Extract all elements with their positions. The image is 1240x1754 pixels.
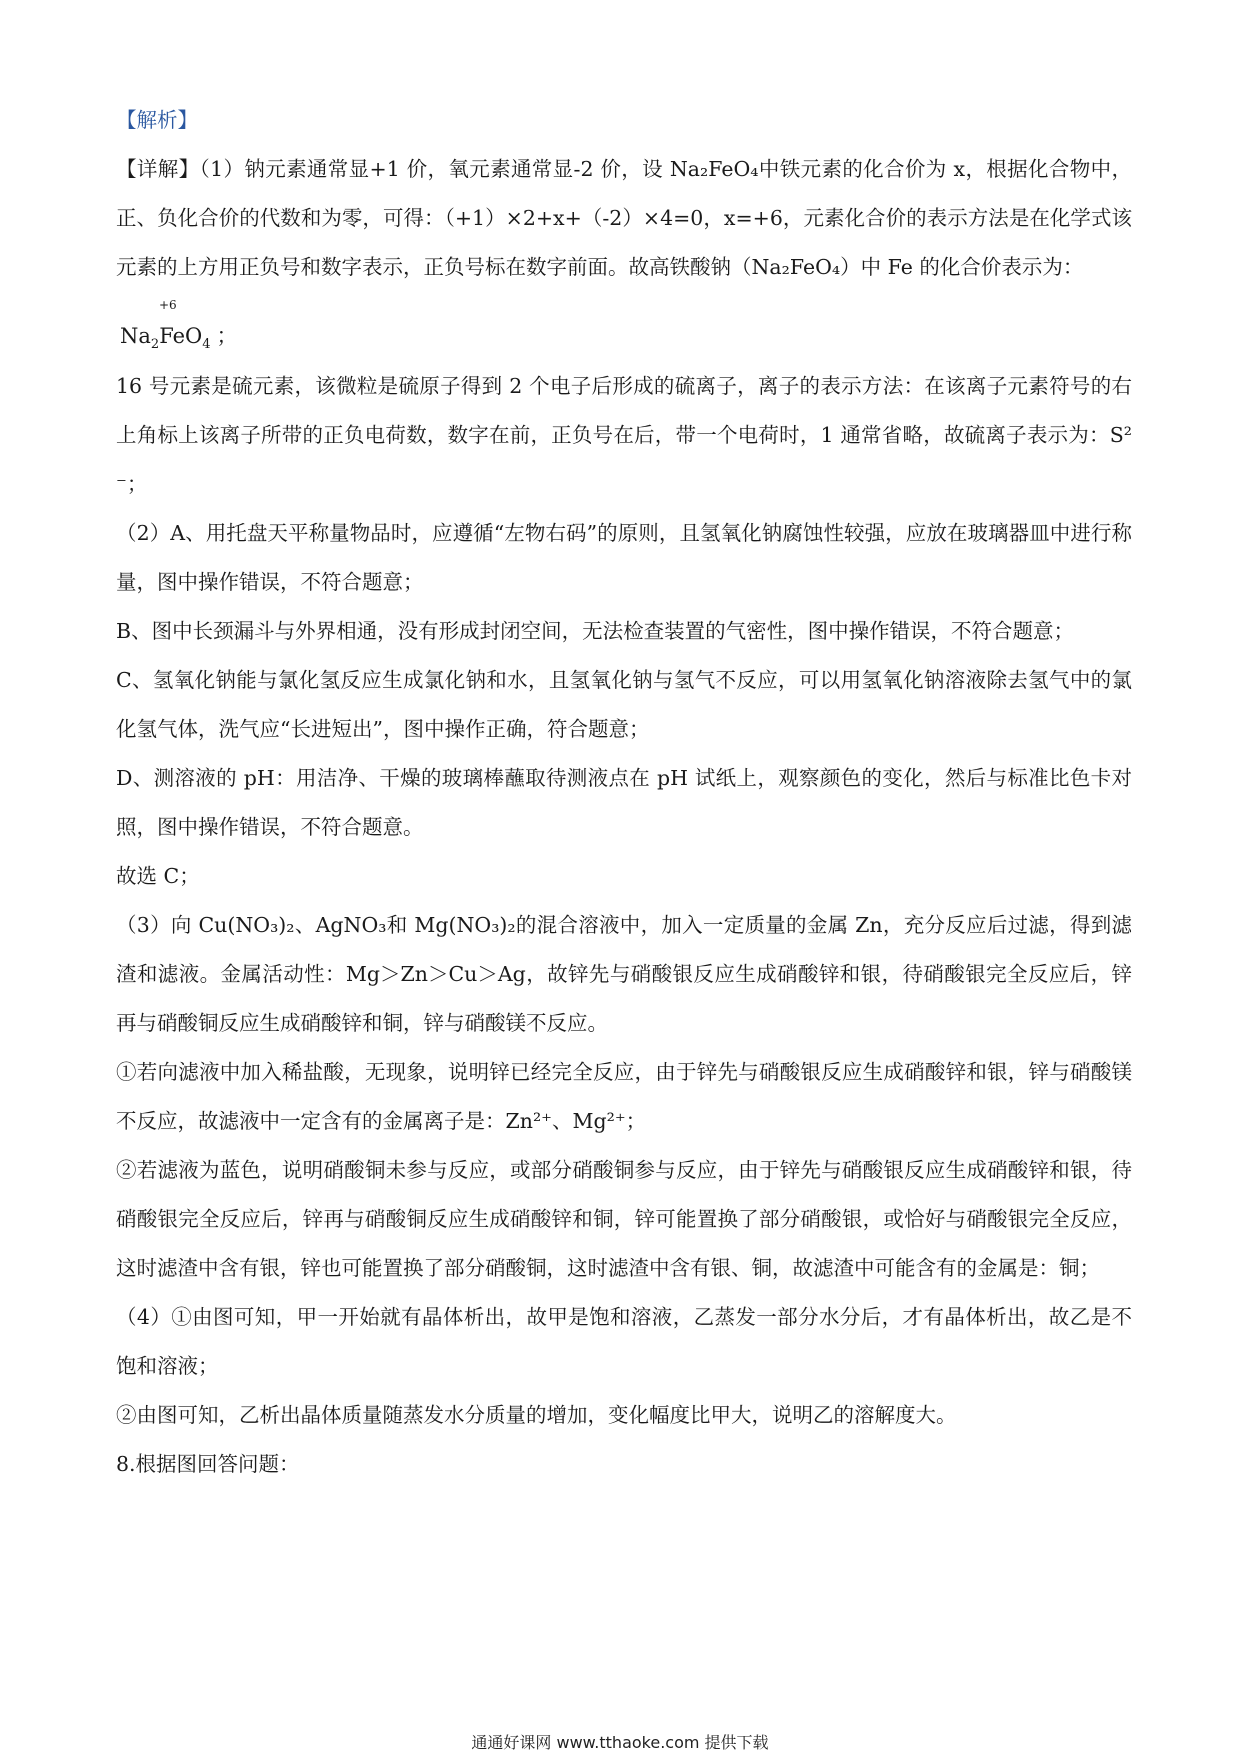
formula-punctuation: ； <box>216 324 238 348</box>
paragraph-part-3-1: ①若向滤液中加入稀盐酸，无现象，说明锌已经完全反应，由于锌先与硝酸银反应生成硝酸锌和银，锌与硝酸镁不反应，故滤液中一定含有的金属离子是：Zn²⁺、Mg²⁺； <box>116 1060 1132 1133</box>
analysis-content <box>116 96 1132 1489</box>
paragraph-option-c: C、氢氧化钠能与氯化氢反应生成氯化钠和水，且氢氧化钠与氢气不反应，可以用氢氧化钠溶液除去氢气中的氯化氢气体，洗气应“长进短出”，图中操作正确，符合题意； <box>116 668 1132 741</box>
analysis-heading: 【解析】 <box>116 108 198 132</box>
oxidation-state: +6 <box>159 298 177 312</box>
formula-na-subscript: 2 <box>150 337 160 353</box>
paragraph-part-4-1: （4）①由图可知，甲一开始就有晶体析出，故甲是饱和溶液，乙蒸发一部分水分后，才有晶体析出，故乙是不饱和溶液； <box>116 1305 1132 1378</box>
formula-feo: FeO <box>159 324 203 348</box>
paragraph-sulfur-ion: 16 号元素是硫元素，该微粒是硫原子得到 2 个电子后形成的硫离子，离子的表示方法：在该离子元素符号的右上角标上该离子所带的正负电荷数，数字在前，正负号在后，带一个电荷时，1 通常省略，故硫离子表示为：S²⁻； <box>116 374 1132 496</box>
paragraph-detail-1: 【详解】（1）钠元素通常显+1 价，氧元素通常显-2 价，设 Na₂FeO₄中铁元素的化合价为 x，根据化合物中，正、负化合价的代数和为零，可得：（+1）×2+x+（-2）×4=0，x=+6，元素化合价的表示方法是在化学式该元素的上方用正负号和数字表示，正负号标在数字前面。故高铁酸钠（Na₂FeO₄）中 Fe 的化合价表示为： <box>116 157 1132 279</box>
paragraph-part-3: （3）向 Cu(NO₃)₂、AgNO₃和 Mg(NO₃)₂的混合溶液中，加入一定质量的金属 Zn，充分反应后过滤，得到滤渣和滤液。金属活动性：Mg＞Zn＞Cu＞Ag，故锌先与硝酸银反应生成硝酸锌和银，待硝酸银完全反应后，锌再与硝酸铜反应生成硝酸锌和铜，锌与硝酸镁不反应。 <box>116 913 1132 1035</box>
paragraph-part-4-2: ②由图可知，乙析出晶体质量随蒸发水分质量的增加，变化幅度比甲大，说明乙的溶解度大。 <box>116 1403 957 1427</box>
paragraph-option-d: D、测溶液的 pH：用洁净、干燥的玻璃棒蘸取待测液点在 pH 试纸上，观察颜色的变化，然后与标准比色卡对照，图中操作错误，不符合题意。 <box>116 766 1132 839</box>
oxidation-formula-line <box>116 292 1132 362</box>
formula-na: Na <box>120 324 151 348</box>
paragraph-option-b: B、图中长颈漏斗与外界相通，没有形成封闭空间，无法检查装置的气密性，图中操作错误，不符合题意； <box>116 619 1075 643</box>
formula-o-subscript: 4 <box>202 337 211 353</box>
oxidation-formula <box>120 298 238 353</box>
paragraph-answer-c: 故选 C； <box>116 864 200 888</box>
question-8-title: 8.根据图回答问题： <box>116 1452 300 1476</box>
paragraph-option-a: （2）A、用托盘天平称量物品时，应遵循“左物右码”的原则，且氢氧化钠腐蚀性较强，应放在玻璃器皿中进行称量，图中操作错误，不符合题意； <box>116 521 1132 594</box>
paragraph-part-3-2: ②若滤液为蓝色，说明硝酸铜未参与反应，或部分硝酸铜参与反应，由于锌先与硝酸银反应生成硝酸锌和银，待硝酸银完全反应后，锌再与硝酸铜反应生成硝酸锌和铜，锌可能置换了部分硝酸银，或恰好与硝酸银完全反应，这时滤渣中含有银，锌也可能置换了部分硝酸铜，这时滤渣中含有银、铜，故滤渣中可能含有的金属是：铜； <box>116 1158 1132 1280</box>
footer-source: 通通好课网 www.tthaoke.com 提供下载 <box>471 1733 769 1752</box>
